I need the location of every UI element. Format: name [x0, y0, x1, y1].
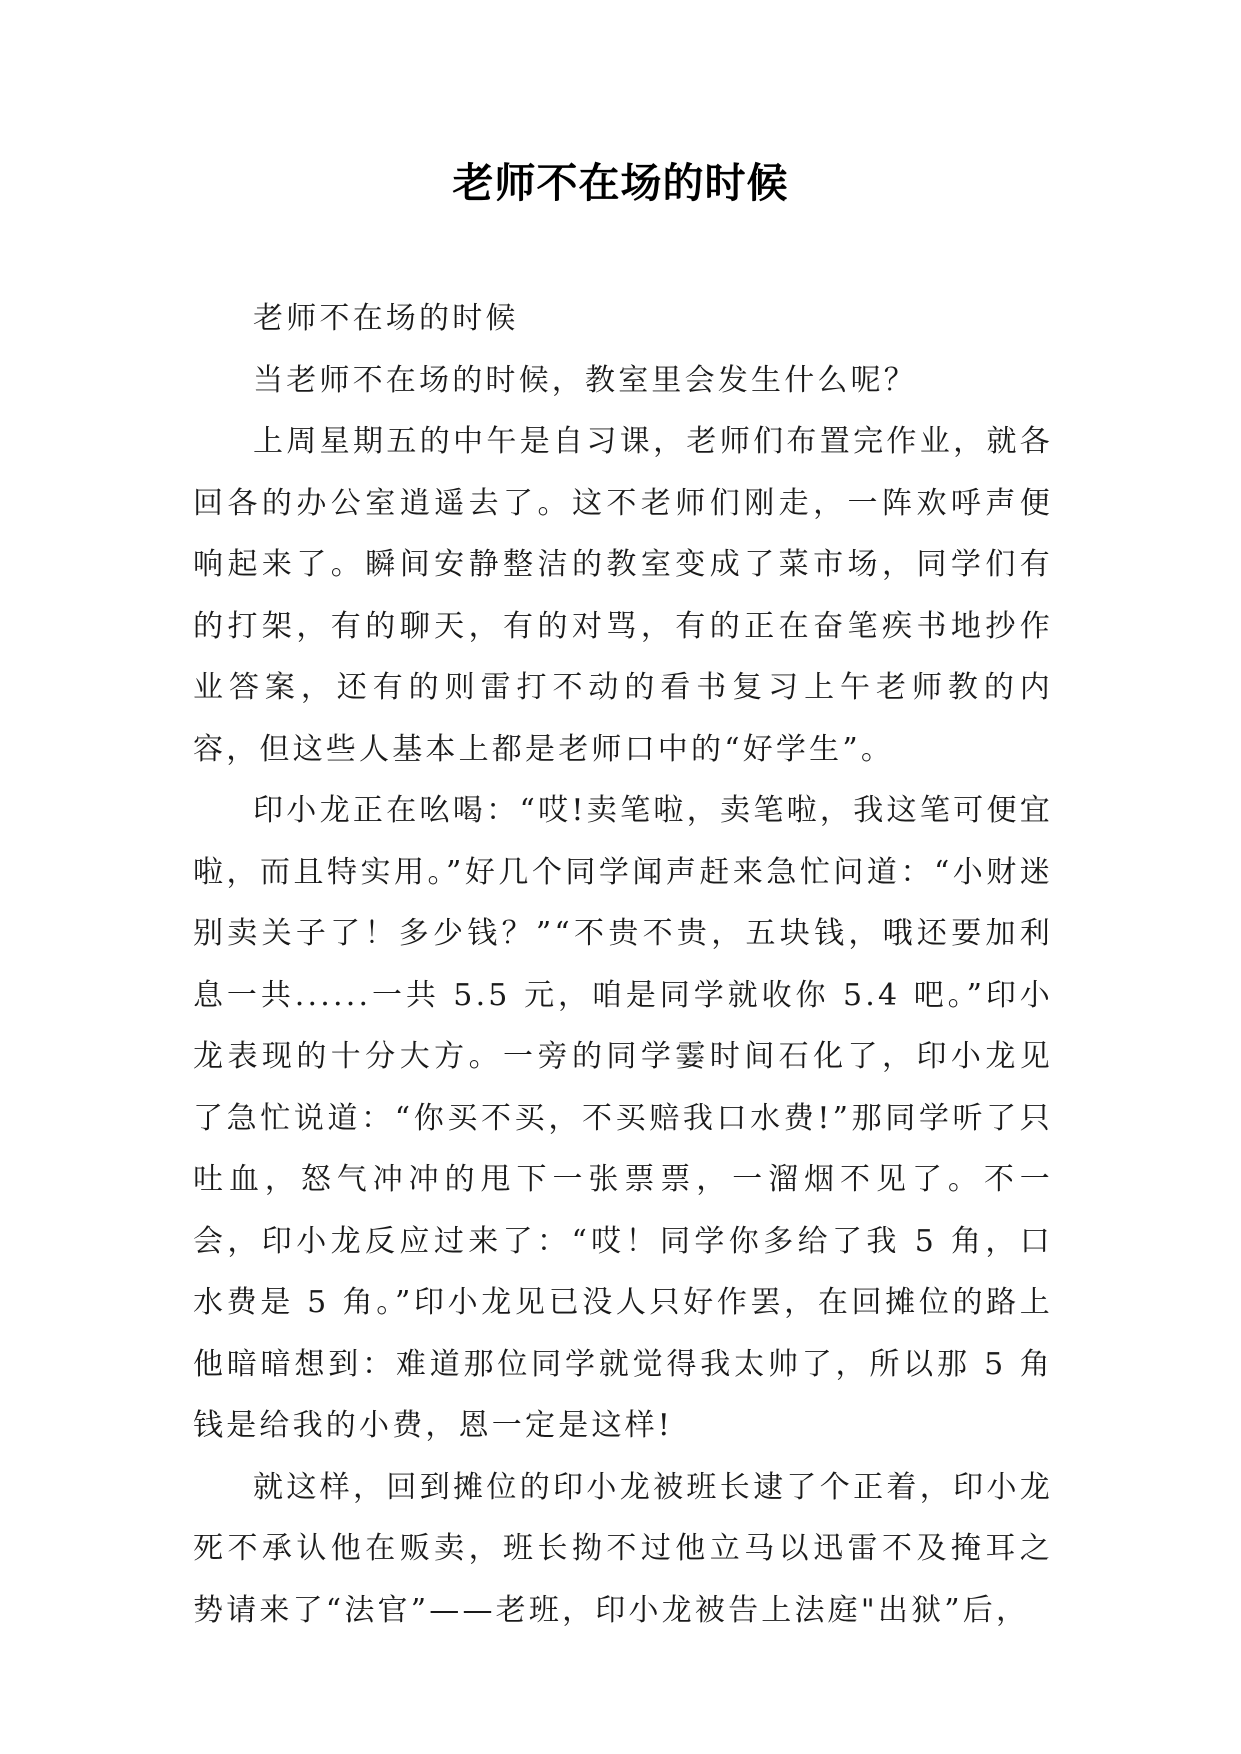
- page-title: 老师不在场的时候: [452, 159, 789, 207]
- paragraph-selling-pens: 印小龙正在吆喝：“哎!卖笔啦，卖笔啦，我这笔可便宜啦，而且特实用。”好几个同学闻声赶来急忙问道：“小财迷别卖关子了！多少钱？”“不贵不贵，五块钱，哦还要加利息一共......一共 5.5 元，咱是同学就收你 5.4 吧。”印小龙表现的十分大方。一旁的同学霎时间石化了，印小龙见了急忙说道：“你买不买，不买赔我口水费!”那同学听了只吐血，怒气冲冲的甩下一张票票，一溜烟不见了。不一会，印小龙反应过来了：“哎！同学你多给了我 5 角，口水费是 5 角。”印小龙见已没人只好作罢，在回摊位的路上他暗暗想到：难道那位同学就觉得我太帅了，所以那 5 角钱是给我的小费，恩一定是这样!: [193, 793, 1053, 1443]
- paragraph-intro: 当老师不在场的时候，教室里会发生什么呢？: [253, 362, 917, 398]
- document-body: [193, 288, 1053, 1641]
- paragraph-caught: 就这样，回到摊位的印小龙被班长逮了个正着，印小龙死不承认他在贩卖，班长拗不过他立马以迅雷不及掩耳之势请来了“法官”——老班，印小龙被告上法庭"出狱”后，: [193, 1469, 1053, 1628]
- paragraph-subtitle: 老师不在场的时候: [253, 301, 519, 336]
- paragraph-classroom: 上周星期五的中午是自习课，老师们布置完作业，就各回各的办公室逍遥去了。这不老师们刚走，一阵欢呼声便响起来了。瞬间安静整洁的教室变成了菜市场，同学们有的打架，有的聊天，有的对骂，有的正在奋笔疾书地抄作业答案，还有的则雷打不动的看书复习上午老师教的内容，但这些人基本上都是老师口中的“好学生”。: [193, 424, 1053, 767]
